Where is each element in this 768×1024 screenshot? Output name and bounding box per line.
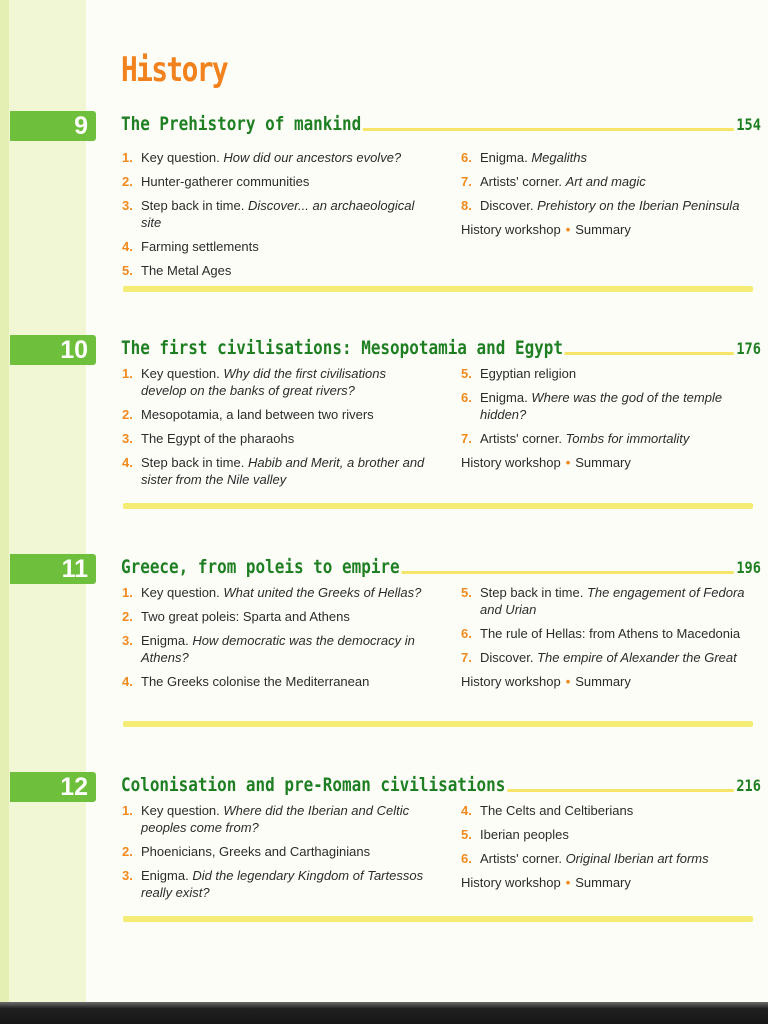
unit-page-number[interactable]: 154 <box>734 115 761 134</box>
item-italic-label: Art and magic <box>565 174 646 189</box>
item-label: Farming settlements <box>141 239 259 254</box>
item-label: Step back in time. <box>141 198 248 213</box>
item-italic-label: What united the Greeks of Hellas? <box>223 585 422 600</box>
workshop-summary-line <box>461 673 761 690</box>
item-number: 1. <box>122 150 133 165</box>
list-item[interactable] <box>122 173 434 190</box>
item-number: 3. <box>122 633 133 648</box>
list-item[interactable] <box>461 365 761 382</box>
item-number: 6. <box>461 390 472 405</box>
item-label: The Egypt of the pharaohs <box>141 431 295 446</box>
item-label: Phoenicians, Greeks and Carthaginians <box>141 844 371 859</box>
item-number: 2. <box>122 844 133 859</box>
list-item[interactable] <box>461 173 761 190</box>
item-italic-label: Discover... an archaeological site <box>141 198 415 230</box>
title-rule <box>345 571 738 574</box>
item-label: Artists' corner. <box>480 851 566 866</box>
list-item[interactable] <box>461 584 761 618</box>
unit-number: 12 <box>60 773 88 801</box>
item-label: Two great poleis: Sparta and Athens <box>141 609 350 624</box>
bullet-separator: • <box>565 674 571 689</box>
item-label: Enigma. <box>480 150 532 165</box>
workshop-summary-line <box>461 454 761 471</box>
item-italic-label: Did the legendary Kingdom of Tartessos really exist? <box>141 868 424 900</box>
item-label: Artists' corner. <box>480 174 566 189</box>
item-label: Discover. <box>480 198 538 213</box>
bullet-separator: • <box>565 455 571 470</box>
item-number: 2. <box>122 174 133 189</box>
unit-title[interactable]: Colonisation and pre-Roman civilisations <box>121 774 506 796</box>
unit-page-number[interactable]: 216 <box>734 776 761 795</box>
list-item[interactable] <box>122 430 434 447</box>
item-label: Mesopotamia, a land between two rivers <box>141 407 374 422</box>
unit-left-column <box>122 365 434 495</box>
unit-number: 9 <box>74 112 88 140</box>
item-italic-label: Why did the first civilisations develop on the banks of great rivers? <box>141 366 386 398</box>
unit-left-column <box>122 149 434 286</box>
bullet-separator: • <box>565 875 571 890</box>
list-item[interactable] <box>461 826 761 843</box>
item-italic-label: Prehistory on the Iberian Peninsula <box>537 198 740 213</box>
item-label: The Celts and Celtiberians <box>480 803 634 818</box>
unit-title[interactable]: Greece, from poleis to empire <box>121 556 400 578</box>
unit-title[interactable]: The first civilisations: Mesopotamia and Egypt <box>121 337 564 359</box>
list-item[interactable] <box>122 608 434 625</box>
item-number: 4. <box>122 239 133 254</box>
unit-bottom-rule <box>123 721 753 727</box>
item-label: Enigma. <box>480 390 532 405</box>
item-number: 7. <box>461 650 472 665</box>
list-item[interactable] <box>122 673 434 690</box>
item-number: 6. <box>461 851 472 866</box>
item-label: Hunter-gatherer communities <box>141 174 310 189</box>
unit-title[interactable]: The Prehistory of mankind <box>121 113 362 135</box>
list-item[interactable] <box>461 649 761 666</box>
left-margin-band <box>0 0 86 1005</box>
unit-number-tab <box>10 772 96 802</box>
unit-page-number[interactable]: 196 <box>734 558 761 577</box>
item-number: 8. <box>461 198 472 213</box>
item-italic-label: Habib and Merit, a brother and sister from the Nile valley <box>141 455 425 487</box>
item-label: Discover. <box>480 650 538 665</box>
summary-link[interactable]: Summary <box>575 455 631 470</box>
item-number: 1. <box>122 803 133 818</box>
item-number: 6. <box>461 626 472 641</box>
item-number: 2. <box>122 407 133 422</box>
item-number: 7. <box>461 431 472 446</box>
item-label: The Metal Ages <box>141 263 232 278</box>
list-item[interactable] <box>122 197 434 231</box>
item-label: Enigma. <box>141 868 193 883</box>
item-number: 6. <box>461 150 472 165</box>
item-label: The Greeks colonise the Mediterranean <box>141 674 370 689</box>
item-number: 4. <box>122 674 133 689</box>
list-item[interactable] <box>461 389 761 423</box>
unit-number-tab <box>10 335 96 365</box>
item-label: Artists' corner. <box>480 431 566 446</box>
workshop-summary-line <box>461 221 761 238</box>
list-item[interactable] <box>122 867 434 901</box>
item-number: 3. <box>122 431 133 446</box>
item-number: 1. <box>122 366 133 381</box>
unit-bottom-rule <box>123 916 753 922</box>
item-label: Key question. <box>141 803 224 818</box>
unit-right-column <box>461 584 761 690</box>
list-item[interactable] <box>122 802 434 836</box>
list-item[interactable] <box>461 430 761 447</box>
item-label: Key question. <box>141 366 224 381</box>
item-italic-label: Tombs for immortality <box>565 431 690 446</box>
item-label: Step back in time. <box>141 455 248 470</box>
history-workshop-link[interactable]: History workshop <box>461 455 561 470</box>
bullet-separator: • <box>565 222 571 237</box>
list-item[interactable] <box>461 197 761 214</box>
item-label: Step back in time. <box>480 585 587 600</box>
list-item[interactable] <box>461 625 761 642</box>
unit-number: 11 <box>61 555 88 583</box>
item-number: 3. <box>122 868 133 883</box>
unit-bottom-rule <box>123 286 753 292</box>
item-number: 4. <box>122 455 133 470</box>
item-label: Enigma. <box>141 633 193 648</box>
list-item[interactable] <box>461 149 761 166</box>
unit-right-column <box>461 149 761 238</box>
item-number: 7. <box>461 174 472 189</box>
unit-right-column <box>461 365 761 471</box>
item-number: 5. <box>461 585 472 600</box>
list-item[interactable] <box>122 406 434 423</box>
left-margin-edge <box>0 0 9 1005</box>
summary-link[interactable]: Summary <box>575 222 631 237</box>
history-workshop-link[interactable]: History workshop <box>461 222 561 237</box>
unit-bottom-rule <box>123 503 753 509</box>
item-number: 5. <box>461 827 472 842</box>
list-item[interactable] <box>461 850 761 867</box>
list-item[interactable] <box>461 802 761 819</box>
item-italic-label: How did our ancestors evolve? <box>223 150 402 165</box>
unit-right-column <box>461 802 761 891</box>
item-italic-label: Megaliths <box>531 150 587 165</box>
list-item[interactable] <box>122 238 434 255</box>
item-number: 5. <box>461 366 472 381</box>
list-item[interactable] <box>122 149 434 166</box>
item-label: Iberian peoples <box>480 827 569 842</box>
item-number: 5. <box>122 263 133 278</box>
item-label: The rule of Hellas: from Athens to Macedonia <box>480 626 741 641</box>
item-number: 2. <box>122 609 133 624</box>
section-title: History <box>121 50 228 90</box>
unit-left-column <box>122 584 434 697</box>
list-item[interactable] <box>122 584 434 601</box>
unit-number-tab <box>10 111 96 141</box>
list-item[interactable] <box>122 365 434 399</box>
unit-left-column <box>122 802 434 908</box>
item-italic-label: Original Iberian art forms <box>565 851 709 866</box>
list-item[interactable] <box>122 632 434 666</box>
unit-number: 10 <box>60 336 88 364</box>
summary-link[interactable]: Summary <box>575 674 631 689</box>
list-item[interactable] <box>122 454 434 488</box>
item-italic-label: The empire of Alexander the Great <box>537 650 737 665</box>
workshop-summary-line <box>461 874 761 891</box>
history-workshop-link[interactable]: History workshop <box>461 875 561 890</box>
unit-number-tab <box>10 554 96 584</box>
item-label: Key question. <box>141 585 224 600</box>
unit-page-number[interactable]: 176 <box>734 339 761 358</box>
summary-link[interactable]: Summary <box>575 875 631 890</box>
item-number: 4. <box>461 803 472 818</box>
list-item[interactable] <box>122 843 434 860</box>
item-italic-label: Where did the Iberian and Celtic peoples come from? <box>141 803 410 835</box>
item-italic-label: How democratic was the democracy in Athens? <box>141 633 415 665</box>
title-rule <box>345 128 738 131</box>
item-number: 1. <box>122 585 133 600</box>
item-italic-label: Where was the god of the temple hidden? <box>480 390 723 422</box>
item-italic-label: The engagement of Fedora and Urian <box>480 585 745 617</box>
list-item[interactable] <box>122 262 434 279</box>
item-number: 3. <box>122 198 133 213</box>
history-workshop-link[interactable]: History workshop <box>461 674 561 689</box>
scan-edge-bar <box>0 1002 768 1024</box>
item-label: Egyptian religion <box>480 366 577 381</box>
item-label: Key question. <box>141 150 224 165</box>
